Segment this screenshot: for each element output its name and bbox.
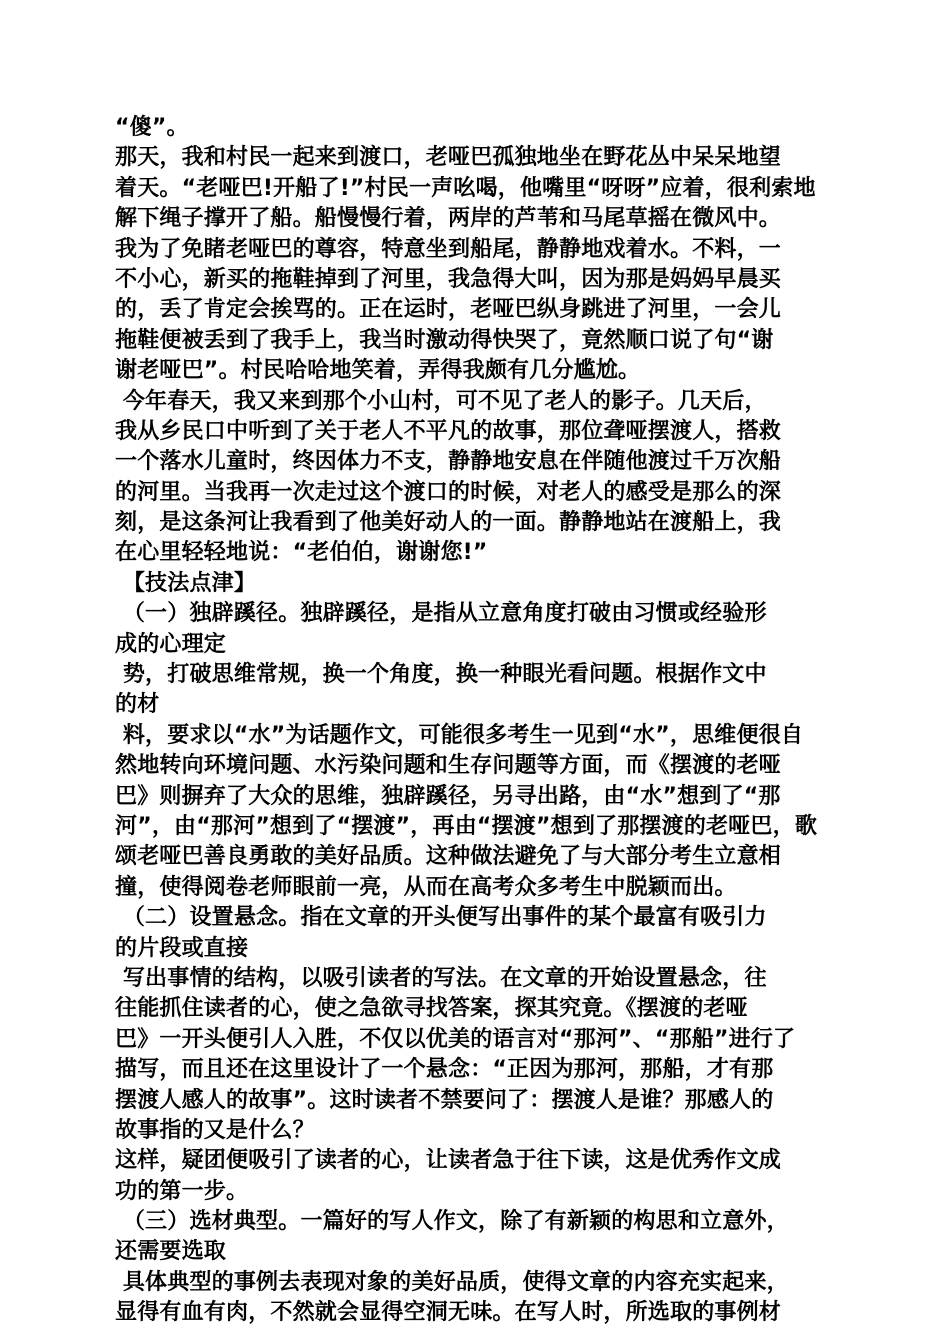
text-line: 的片段或直接 [115,935,249,961]
text-line: 然地转向环境问题、水污染问题和生存问题等方面，而《摆渡的老哑 [115,753,782,779]
text-line: 故事指的又是什么？ [115,1117,315,1143]
text-line: 巴》则摒弃了大众的思维，独辟蹊径，另寻出路，由“水”想到了“那 [115,783,781,809]
text-line: 显得有血有肉，不然就会显得空洞无味。在写人时，所选取的事例材 [115,1300,782,1326]
text-line: （二）设置悬念。指在文章的开头便写出事件的某个最富有吸引力 [115,905,767,931]
text-line: 那天，我和村民一起来到渡口，老哑巴孤独地坐在野花丛中呆呆地望 [115,145,782,171]
text-line: 刻，是这条河让我看到了他美好动人的一面。静静地站在渡船上，我 [115,510,782,536]
text-line: 谢老哑巴”。村民哈哈地笑着，弄得我颇有几分尴尬。 [115,358,641,384]
text-line: 描写，而且还在这里设计了一个悬念：“正因为那河，那船，才有那 [115,1057,774,1083]
text-line: （一）独辟蹊径。独辟蹊径，是指从立意角度打破由习惯或经验形 [115,601,767,627]
text-line: “傻”。 [115,115,189,140]
text-line: 的材 [115,692,160,718]
text-line: 这样，疑团便吸引了读者的心，让读者急于往下读，这是优秀作文成 [115,1148,782,1174]
text-line: 在心里轻轻地说：“老伯伯，谢谢您!” [115,540,488,566]
text-line: 河”，由“那河”想到了“摆渡”，再由“摆渡”想到了那摆渡的老哑巴，歌 [115,813,818,839]
text-line: 撞，使得阅卷老师眼前一亮，从而在高考众多考生中脱颖而出。 [115,874,737,900]
text-line: 摆渡人感人的故事”。这时读者不禁要问了：摆渡人是谁？那感人的 [115,1087,774,1113]
text-line: 【技法点津】 [115,570,257,596]
text-line: 今年春天，我又来到那个小山村，可不见了老人的影子。几天后， [115,388,767,414]
text-line: 拖鞋便被丢到了我手上，我当时激动得快哭了，竟然顺口说了句“谢 [115,327,774,353]
text-line: 具体典型的事例去表现对象的美好品质，使得文章的内容充实起来， [115,1269,789,1295]
text-line: 我从乡民口中听到了关于老人不平凡的故事，那位聋哑摆渡人，搭救 [115,418,782,444]
text-line: 成的心理定 [115,631,227,657]
text-line: 我为了免睹老哑巴的尊容，特意坐到船尾，静静地戏着水。不料，一 [115,236,782,262]
text-line: 势，打破思维常规，换一个角度，换一种眼光看问题。根据作文中 [115,662,767,688]
text-line: 解下绳子撑开了船。船慢慢行着，两岸的芦苇和马尾草摇在微风中。 [115,206,782,232]
text-line: 料，要求以“水”为话题作文，可能很多考生一见到“水”，思维便很自 [115,722,804,748]
text-line: 的河里。当我再一次走过这个渡口的时候，对老人的感受是那么的深 [115,479,782,505]
text-line: 一个落水儿童时，终因体力不支，静静地安息在伴随他渡过千万次船 [115,449,782,475]
text-line: 功的第一步。 [115,1178,249,1204]
text-line: 颂老哑巴善良勇敢的美好品质。这种做法避免了与大部分考生立意相 [115,844,782,870]
body-text [115,113,845,1329]
text-line: 着天。“老哑巴!开船了!”村民一声吆喝，他嘴里“呀呀”应着，很利索地 [115,175,816,201]
text-line: 的，丢了肯定会挨骂的。正在运时，老哑巴纵身跳进了河里，一会儿 [115,297,782,323]
text-line: （三）选材典型。一篇好的写人作文，除了有新颖的构思和立意外， [115,1209,789,1235]
text-line: 巴》一开头便引人入胜，不仅以优美的语言对“那河”、“那船”进行了 [115,1026,796,1052]
text-line: 往能抓住读者的心，使之急欲寻找答案，探其究竟。《摆渡的老哑 [115,996,748,1022]
text-line: 写出事情的结构，以吸引读者的写法。在文章的开始设置悬念，往 [115,965,767,991]
text-line: 还需要选取 [115,1239,227,1265]
text-line: 不小心，新买的拖鞋掉到了河里，我急得大叫，因为那是妈妈早晨买 [115,266,782,292]
